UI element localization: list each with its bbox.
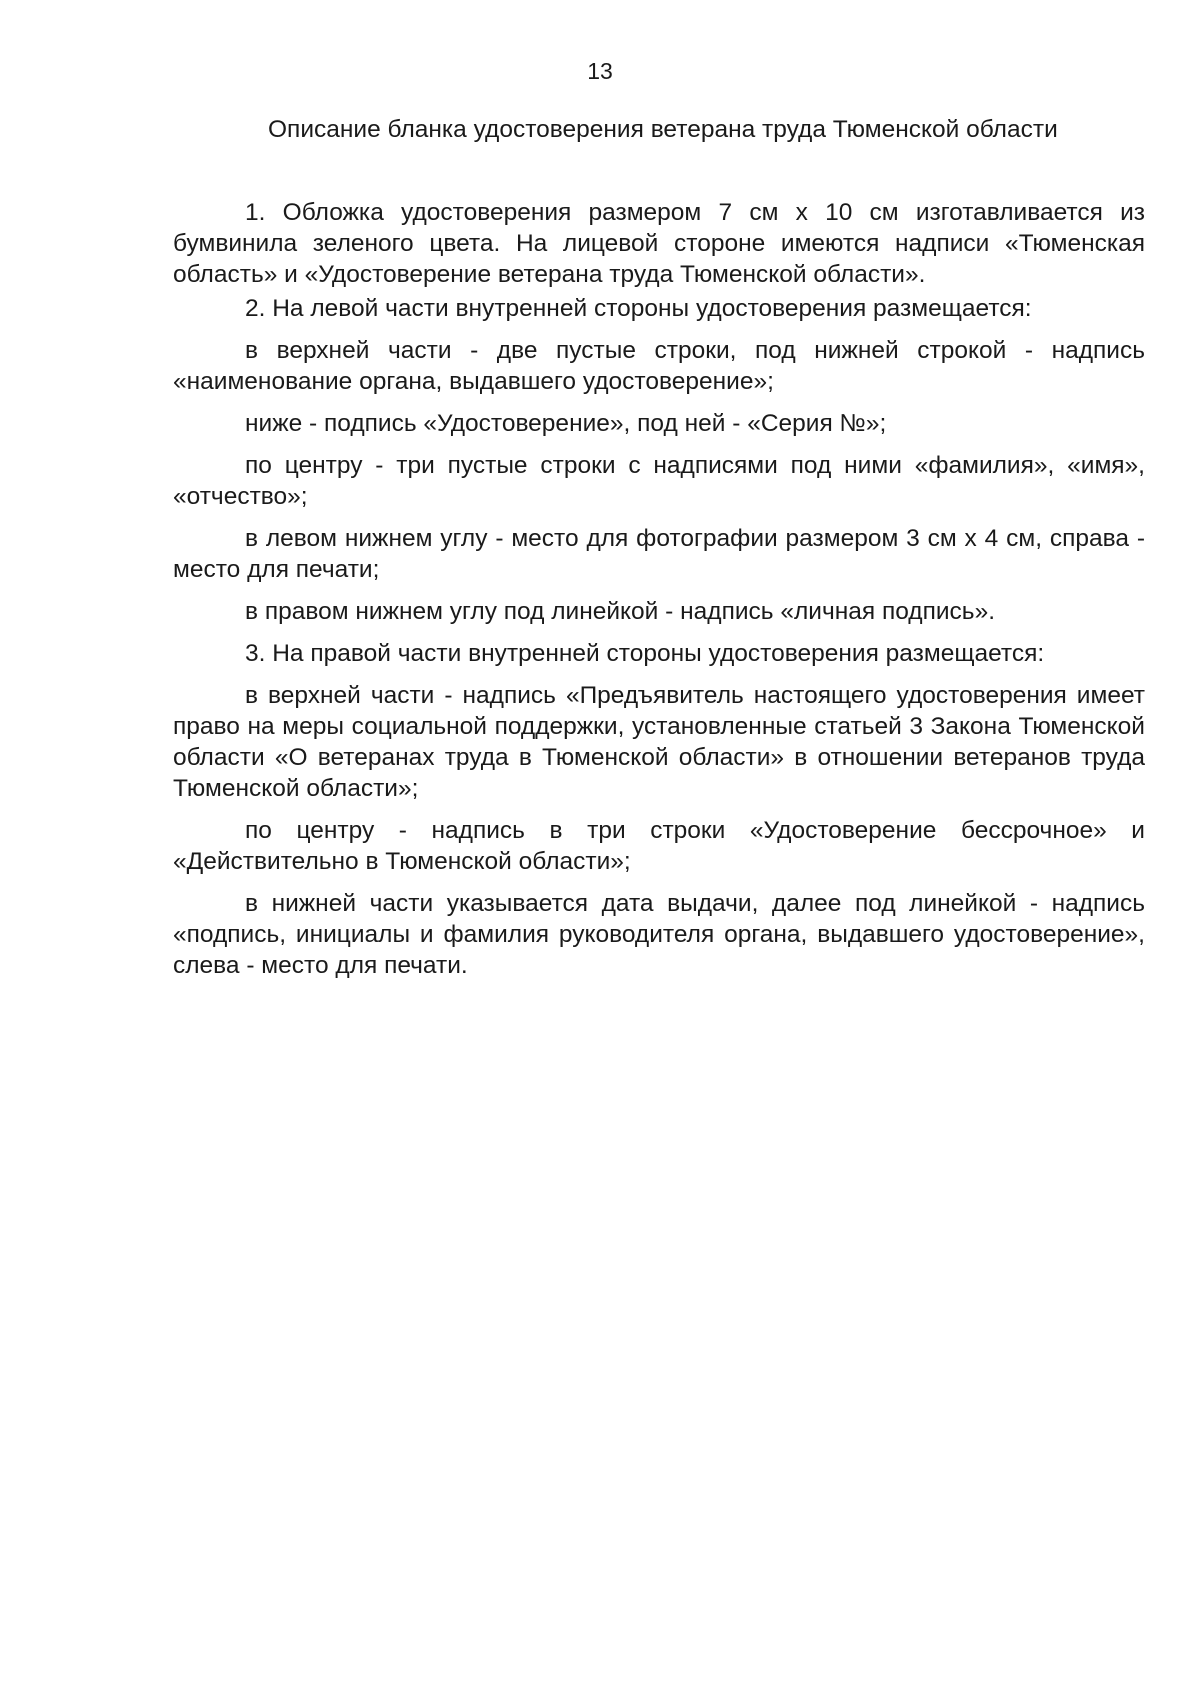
paragraph-left-top: в верхней части - две пустые строки, под нижней строкой - надпись «наименование органа, выдавшего удостоверение»; (173, 337, 1145, 395)
paragraph-right-top: в верхней части - надпись «Предъявитель настоящего удостоверения имеет право на меры социальной поддержки, установленные статьей 3 Закона Тюменской области «О ветеранах труда в Тюменской области» в отношении ветеранов труда Тюменской области»; (173, 682, 1145, 802)
paragraph-3-right-side-heading: 3. На правой части внутренней стороны удостоверения размещается: (245, 640, 1045, 667)
page-number: 13 (587, 58, 613, 84)
document-body (173, 197, 1145, 992)
paragraph-right-bottom: в нижней части указывается дата выдачи, далее под линейкой - надпись «подпись, инициалы и фамилия руководителя органа, выдавшего удостоверение», слева - место для печати. (173, 890, 1145, 979)
paragraph-left-bottom-right: в правом нижнем углу под линейкой - надпись «личная подпись». (245, 598, 996, 625)
document-title: Описание бланка удостоверения ветерана труда Тюменской области (268, 116, 1058, 143)
paragraph-left-series: ниже - подпись «Удостоверение», под ней - «Серия №»; (245, 410, 887, 437)
paragraph-right-center: по центру - надпись в три строки «Удостоверение бессрочное» и «Действительно в Тюменской области»; (173, 817, 1145, 875)
paragraph-2-left-side-heading: 2. На левой части внутренней стороны удостоверения размещается: (245, 295, 1032, 322)
paragraph-1-cover: 1. Обложка удостоверения размером 7 см х 10 см изготавливается из бумвинила зеленого цвета. На лицевой стороне имеются надписи «Тюменская область» и «Удостоверение ветерана труда Тюменской области». (173, 199, 1145, 288)
paragraph-left-bottom-left: в левом нижнем углу - место для фотографии размером 3 см х 4 см, справа - место для печати; (173, 525, 1145, 583)
paragraph-left-center: по центру - три пустые строки с надписями под ними «фамилия», «имя», «отчество»; (173, 452, 1145, 510)
